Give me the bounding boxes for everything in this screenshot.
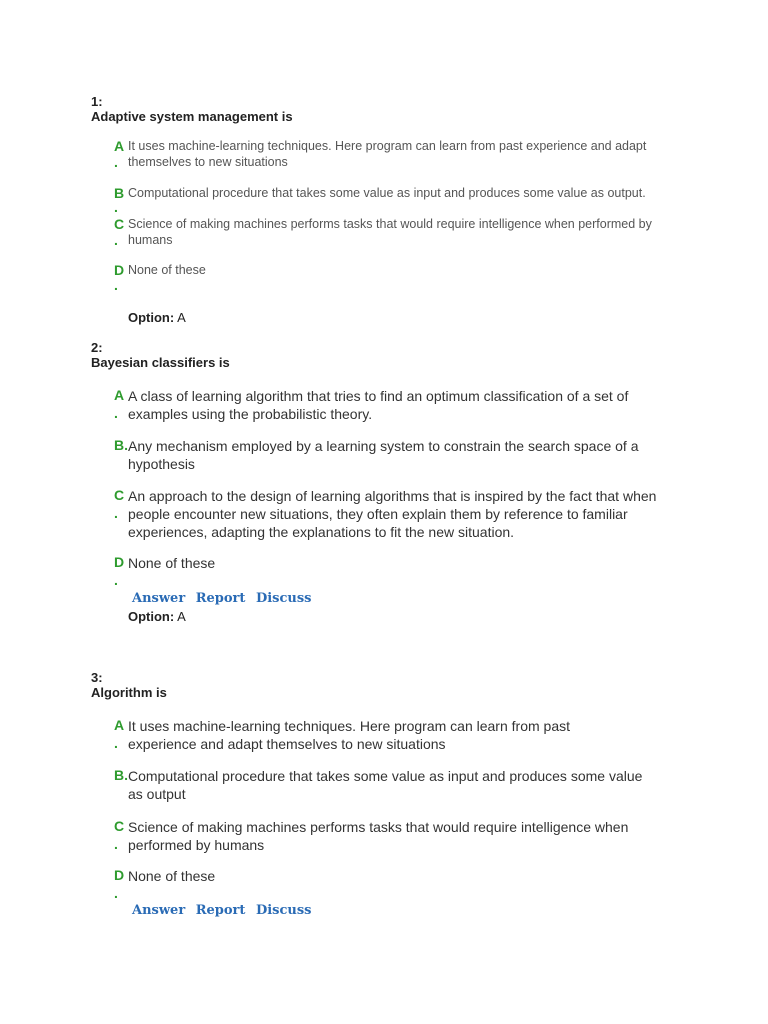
discuss-link[interactable]: Discuss xyxy=(255,903,312,918)
option-dot: . xyxy=(114,885,118,901)
option-c[interactable] xyxy=(114,216,684,250)
option-text: Science of making machines performs tasks that would require intelligence when performed by humans xyxy=(128,217,652,247)
option-text: None of these xyxy=(128,263,206,277)
option-letter: B. xyxy=(114,437,128,453)
option-label: Option: xyxy=(128,310,175,325)
option-dot: . xyxy=(114,505,118,521)
option-dot: . xyxy=(114,572,118,588)
option-letter: D xyxy=(114,867,125,883)
option-text: An approach to the design of learning algorithms that is inspired by the fact that when people encounter new situations, they often explain them by reference to familiar experiences, adapting the explanations to fit the new situation. xyxy=(128,488,657,540)
question-text: Bayesian classifiers is xyxy=(91,355,230,370)
question-1 xyxy=(91,94,691,125)
option-letter: A xyxy=(114,717,125,733)
option-text: It uses machine-learning techniques. Here program can learn from past experience and adapt themselves to new situations xyxy=(128,139,647,169)
report-link[interactable]: Report xyxy=(195,591,246,606)
action-links xyxy=(132,903,317,918)
answer-link[interactable]: Answer xyxy=(132,903,186,918)
discuss-link[interactable]: Discuss xyxy=(255,591,312,606)
option-text: Any mechanism employed by a learning system to constrain the search space of a hypothesis xyxy=(128,438,639,472)
option-b[interactable] xyxy=(114,767,684,803)
option-text: It uses machine-learning techniques. Here program can learn from past experience and adapt themselves to new situations xyxy=(128,718,570,752)
option-letter: B xyxy=(114,185,125,201)
option-letter: D xyxy=(114,262,125,278)
option-label: Option: xyxy=(128,609,175,624)
option-text: None of these xyxy=(128,868,216,884)
answer-value: A xyxy=(177,609,186,624)
option-dot: . xyxy=(114,735,118,751)
option-c[interactable] xyxy=(114,818,684,854)
option-d[interactable] xyxy=(114,262,684,294)
option-letter: D xyxy=(114,554,125,570)
option-letter: A xyxy=(114,387,125,403)
report-link[interactable]: Report xyxy=(195,903,246,918)
option-letter: C xyxy=(114,487,125,503)
option-d[interactable] xyxy=(114,867,684,903)
option-dot: . xyxy=(114,232,118,248)
option-text: Computational procedure that takes some value as input and produces some value as output. xyxy=(128,186,646,200)
option-dot: . xyxy=(114,277,118,293)
question-text: Adaptive system management is xyxy=(91,109,293,124)
option-text: A class of learning algorithm that tries to find an optimum classification of a set of examples using the probabilistic theory. xyxy=(128,388,629,422)
option-dot: . xyxy=(114,199,118,215)
option-dot: . xyxy=(114,154,118,170)
option-dot: . xyxy=(114,405,118,421)
question-number: 1: xyxy=(91,94,103,109)
option-dot: . xyxy=(114,836,118,852)
option-a[interactable] xyxy=(114,138,684,172)
answer-value: A xyxy=(177,310,186,325)
answer-line xyxy=(128,609,186,625)
option-d[interactable] xyxy=(114,554,684,590)
option-letter: C xyxy=(114,818,125,834)
question-2 xyxy=(91,340,691,371)
option-text: Computational procedure that takes some value as input and produces some value as output xyxy=(128,768,643,802)
question-text: Algorithm is xyxy=(91,685,167,700)
answer-line xyxy=(128,310,186,326)
option-text: Science of making machines performs tasks that would require intelligence when performed by humans xyxy=(128,819,629,853)
question-3 xyxy=(91,670,691,701)
question-number: 3: xyxy=(91,670,103,685)
action-links xyxy=(132,591,317,606)
option-c[interactable] xyxy=(114,487,684,541)
option-letter: B. xyxy=(114,767,128,783)
answer-link[interactable]: Answer xyxy=(132,591,186,606)
option-b[interactable] xyxy=(114,437,684,473)
option-a[interactable] xyxy=(114,387,684,423)
option-letter: C xyxy=(114,216,125,232)
option-b[interactable] xyxy=(114,185,684,215)
option-a[interactable] xyxy=(114,717,684,753)
question-number: 2: xyxy=(91,340,103,355)
option-text: None of these xyxy=(128,555,216,571)
option-letter: A xyxy=(114,138,125,154)
